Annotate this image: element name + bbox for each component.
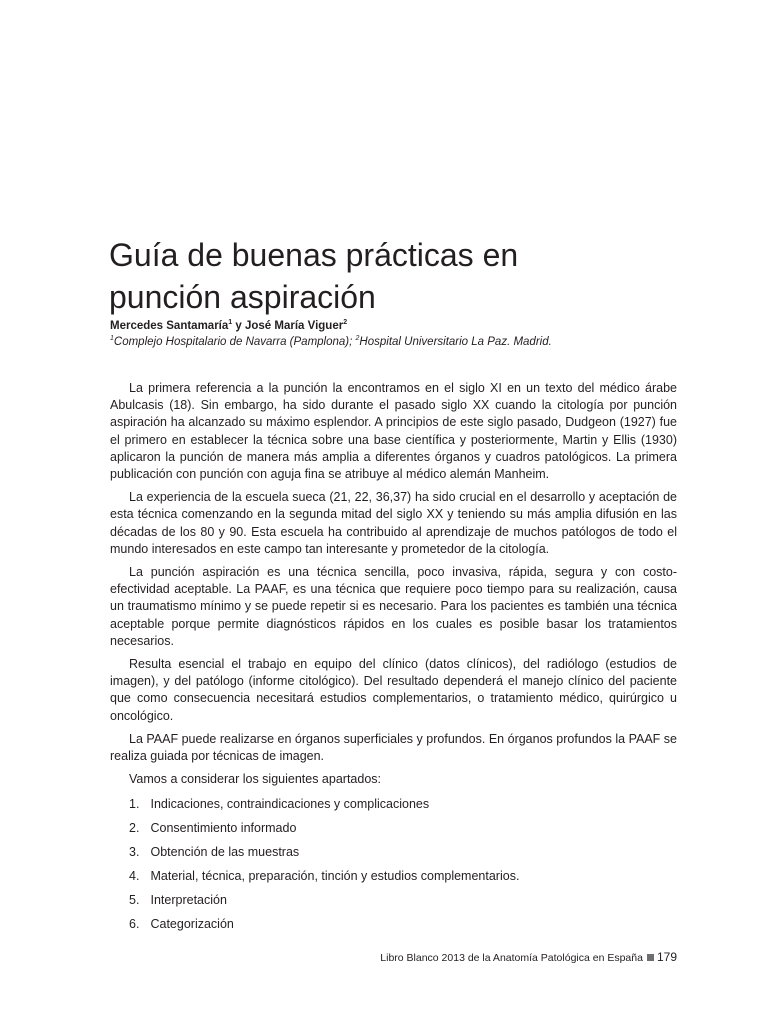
list-item-number: 1. bbox=[129, 797, 140, 812]
footer-publication: Libro Blanco 2013 de la Anatomía Patológica en España bbox=[380, 952, 643, 964]
footer-separator-square bbox=[647, 954, 654, 961]
affil-2-marker: 2 bbox=[355, 335, 360, 343]
page-footer bbox=[380, 950, 677, 964]
list-item-text: Material, técnica, preparación, tinción y estudios complementarios. bbox=[150, 869, 520, 884]
list-item-number: 4. bbox=[129, 869, 140, 884]
page-number: 179 bbox=[656, 950, 677, 964]
page-title bbox=[109, 234, 709, 318]
author-1: Mercedes Santamaría bbox=[110, 320, 229, 332]
list-item-text: Consentimiento informado bbox=[150, 821, 297, 836]
affil-1-marker: 1 bbox=[110, 335, 114, 343]
list-item bbox=[110, 868, 677, 892]
list-item-number: 6. bbox=[129, 917, 140, 932]
author-2: José María Viguer bbox=[244, 320, 344, 332]
authors-conjunction: y bbox=[232, 320, 245, 332]
article-body bbox=[110, 380, 677, 940]
paragraph: La experiencia de la escuela sueca (21, 22, 36,37) ha sido crucial en el desarrollo y aceptación de esta técnica comenzando en la segunda mitad del siglo XX y teniendo su más amplia difusión en las décadas de los 80 y 90. Esta escuela ha contribuido al aprendizaje de muchos patólogos de todo el mundo interesados en este campo tan interesante y prometedor de la citología. bbox=[110, 490, 677, 556]
authors-line bbox=[110, 318, 347, 334]
list-item-text: Interpretación bbox=[150, 893, 227, 908]
author-2-affil-marker: 2 bbox=[343, 319, 348, 327]
paragraph: Resulta esencial el trabajo en equipo del clínico (datos clínicos), del radiólogo (estudios de imagen), y del patólogo (informe citológico). Del resultado dependerá el manejo clínico del paciente que como consecuencia necesitará estudios complementarios, o tratamiento médico, quirúrgico u oncológico. bbox=[110, 657, 677, 723]
list-item-text: Categorización bbox=[150, 917, 234, 932]
paragraph: La punción aspiración es una técnica sencilla, poco invasiva, rápida, segura y con costo-efectividad aceptable. La PAAF, es una técnica que requiere poco tiempo para su realización, causa un traumatismo mínimo y se puede repetir si es necesario. Para los pacientes es también una técnica aceptable porque permite diagnósticos rápidos en los cuales es posible basar los tratamientos necesarios. bbox=[110, 565, 677, 648]
list-item-text: Obtención de las muestras bbox=[150, 845, 300, 860]
list-item bbox=[110, 916, 677, 940]
list-item-number: 3. bbox=[129, 845, 140, 860]
author-1-affil-marker: 1 bbox=[228, 319, 233, 327]
list-item-number: 5. bbox=[129, 893, 140, 908]
list-item bbox=[110, 844, 677, 868]
affiliation-2: Hospital Universitario La Paz. Madrid. bbox=[359, 336, 552, 348]
title-line-2: punción aspiración bbox=[109, 279, 376, 315]
title-line-1: Guía de buenas prácticas en bbox=[109, 237, 519, 273]
list-item-text: Indicaciones, contraindicaciones y complicaciones bbox=[150, 797, 430, 812]
sections-list bbox=[110, 796, 677, 940]
list-item-number: 2. bbox=[129, 821, 140, 836]
paragraph: La primera referencia a la punción la encontramos en el siglo XI en un texto del médico árabe Abulcasis (18). Sin embargo, ha sido durante el pasado siglo XX cuando la citología por punción aspiración ha alcanzado su máximo esplendor. A principios de este siglo pasado, Dudgeon (1927) fue el primero en establecer la técnica sobre una base científica y posteriormente, Martin y Ellis (1930) aplicaron la punción de manera más amplia a diferentes órganos y cuadros patológicos. La primera publicación con punción con aguja fina se atribuye al médico alemán Manheim. bbox=[110, 381, 677, 482]
affiliations-line bbox=[110, 334, 552, 350]
list-item bbox=[110, 796, 677, 820]
list-item bbox=[110, 820, 677, 844]
list-item bbox=[110, 892, 677, 916]
paragraph: La PAAF puede realizarse en órganos superficiales y profundos. En órganos profundos la PAAF se realiza guiada por técnicas de imagen. bbox=[110, 731, 677, 764]
paragraph-list-intro: Vamos a considerar los siguientes apartados: bbox=[129, 772, 381, 787]
affiliation-1: Complejo Hospitalario de Navarra (Pamplona); bbox=[113, 336, 356, 348]
